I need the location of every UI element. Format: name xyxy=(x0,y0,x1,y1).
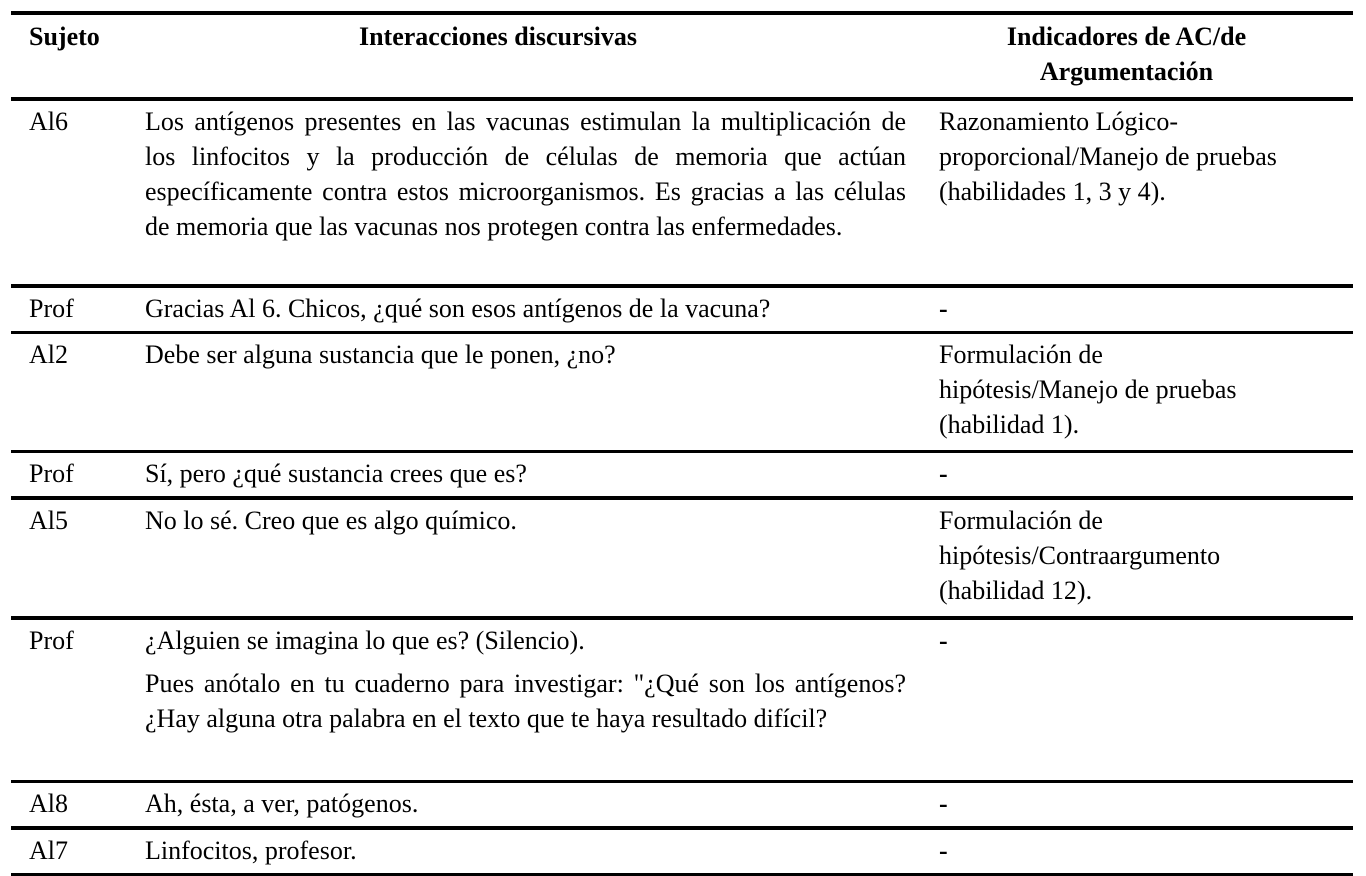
table-row xyxy=(11,286,1353,333)
header-indicators-line2: Argumentación xyxy=(1039,57,1214,86)
indicator-line: Formulación de xyxy=(939,506,1103,535)
empty-indicator-dash: - xyxy=(939,789,948,818)
table-row xyxy=(11,452,1353,499)
table-row xyxy=(11,498,1353,618)
empty-indicator-dash: - xyxy=(939,294,948,323)
indicator-line: (habilidad 1). xyxy=(939,410,1080,439)
interaction-text: ¿Alguien se imagina lo que es? (Silencio). xyxy=(145,626,585,655)
interaction-text: Linfocitos, profesor. xyxy=(145,836,357,865)
indicator-line: Razonamiento Lógico- xyxy=(939,107,1178,136)
interaction-cell xyxy=(128,782,914,829)
table-row xyxy=(11,618,1353,782)
interaction-text: Debe ser alguna sustancia que le ponen, ¿no? xyxy=(145,340,616,369)
table-header-row xyxy=(11,13,1353,99)
interaction-cell xyxy=(128,452,914,499)
empty-indicator-dash: - xyxy=(939,836,948,865)
header-interactions: Interacciones discursivas xyxy=(128,13,914,99)
interaction-text: Pues anótalo en tu cuaderno para investigar: "¿Qué son los antígenos? ¿Hay alguna otra palabra en el texto que te haya resultado difícil? xyxy=(145,669,906,733)
header-indicators-line1: Indicadores de AC/de xyxy=(1006,22,1247,51)
interaction-text: No lo sé. Creo que es algo químico. xyxy=(145,506,517,535)
header-indicators xyxy=(914,13,1353,99)
subject-cell: Al5 xyxy=(11,498,128,618)
subject-cell: Al8 xyxy=(11,782,128,829)
indicator-cell xyxy=(914,333,1353,452)
header-subject: Sujeto xyxy=(11,13,128,99)
empty-indicator-dash: - xyxy=(939,626,948,655)
indicator-cell xyxy=(914,782,1353,829)
subject-cell: Prof xyxy=(11,452,128,499)
indicator-cell xyxy=(914,99,1353,286)
indicator-cell xyxy=(914,452,1353,499)
indicator-cell xyxy=(914,618,1353,782)
subject-cell: Prof xyxy=(11,618,128,782)
interaction-cell xyxy=(128,618,914,782)
indicator-line: (habilidades 1, 3 y 4). xyxy=(939,177,1166,206)
interaction-text: Los antígenos presentes en las vacunas estimulan la multiplicación de los linfocitos y la producción de células de memoria que actúan específicamente contra estos microorganismos. Es gracias a las células de memoria que las vacunas nos protegen contra las enfermedades. xyxy=(145,107,906,241)
empty-indicator-dash: - xyxy=(939,459,948,488)
interaction-cell xyxy=(128,333,914,452)
interaction-cell xyxy=(128,286,914,333)
table-row xyxy=(11,333,1353,452)
subject-cell: Al2 xyxy=(11,333,128,452)
subject-cell: Al6 xyxy=(11,99,128,286)
interaction-text: Gracias Al 6. Chicos, ¿qué son esos antígenos de la vacuna? xyxy=(145,294,771,323)
interaction-text: Sí, pero ¿qué sustancia crees que es? xyxy=(145,459,527,488)
interaction-cell xyxy=(128,828,914,875)
indicator-cell xyxy=(914,828,1353,875)
interaction-cell xyxy=(128,99,914,286)
table-row xyxy=(11,782,1353,829)
indicator-line: hipótesis/Manejo de pruebas xyxy=(939,375,1237,404)
indicator-line: (habilidad 12). xyxy=(939,576,1093,605)
interaction-text: Ah, ésta, a ver, patógenos. xyxy=(145,789,419,818)
interaction-cell xyxy=(128,498,914,618)
indicator-cell xyxy=(914,498,1353,618)
indicator-line: Formulación de xyxy=(939,340,1103,369)
subject-cell: Al7 xyxy=(11,828,128,875)
subject-cell: Prof xyxy=(11,286,128,333)
table-row xyxy=(11,99,1353,286)
discourse-interactions-table xyxy=(11,11,1353,876)
indicator-cell xyxy=(914,286,1353,333)
table-row xyxy=(11,828,1353,875)
indicator-line: proporcional/Manejo de pruebas xyxy=(939,142,1277,171)
indicator-line: hipótesis/Contraargumento xyxy=(939,541,1221,570)
